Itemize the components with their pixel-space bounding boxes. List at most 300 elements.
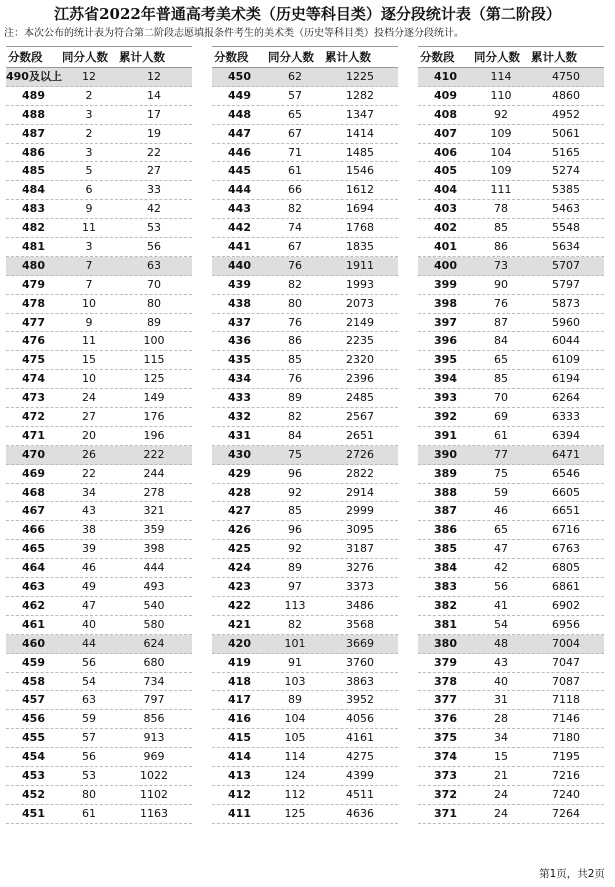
table-row [6,786,192,805]
table-row [6,125,192,144]
count-cell: 84 [494,334,508,348]
count-cell: 42 [494,561,508,575]
cumulative-cell: 6044 [552,334,580,348]
count-cell: 12 [82,70,96,83]
score-cell: 407 [434,126,457,140]
count-cell: 77 [494,447,508,461]
cumulative-cell: 5548 [552,221,580,235]
table-row [6,446,192,465]
cumulative-cell: 7047 [552,655,580,669]
count-cell: 86 [494,240,508,254]
cumulative-cell: 1102 [140,787,168,801]
table-row [212,654,398,673]
count-cell: 24 [494,787,508,801]
score-cell: 490及以上 [6,70,62,83]
score-cell: 435 [228,353,251,367]
count-cell: 11 [82,334,96,348]
count-cell: 104 [490,145,512,159]
score-cell: 434 [228,372,251,386]
count-cell: 47 [494,542,508,556]
count-cell: 76 [288,315,302,329]
count-cell: 67 [288,240,302,254]
count-cell: 28 [494,712,508,726]
row-rule [212,823,398,824]
table-row [418,370,604,389]
cumulative-cell: 734 [143,674,165,688]
count-cell: 61 [82,806,96,820]
score-cell: 426 [228,523,251,537]
cumulative-cell: 7146 [552,712,580,726]
table-row [212,68,398,87]
count-cell: 63 [82,693,96,707]
score-cell: 438 [228,296,251,310]
count-cell: 9 [85,315,93,329]
cumulative-cell: 125 [143,372,165,386]
score-cell: 392 [434,410,457,424]
score-cell: 463 [22,580,45,594]
count-cell: 61 [288,164,302,178]
cumulative-cell: 53 [147,221,161,235]
cumulative-cell: 4860 [552,88,580,102]
table-row [212,351,398,370]
score-cell: 469 [22,466,45,480]
table-row [418,257,604,276]
score-cell: 417 [228,693,251,707]
table-row [418,238,604,257]
score-cell: 428 [228,485,251,499]
score-cell: 440 [228,258,251,272]
count-cell: 10 [82,296,96,310]
cumulative-cell: 2651 [346,428,374,442]
cumulative-cell: 3952 [346,693,374,707]
score-cell: 437 [228,315,251,329]
score-cell: 478 [22,296,45,310]
cumulative-cell: 624 [143,636,165,650]
score-cell: 401 [434,240,457,254]
score-cell: 450 [228,70,251,83]
table-row [418,314,604,333]
score-cell: 373 [434,768,457,782]
cumulative-cell: 4511 [346,787,374,801]
count-cell: 76 [288,258,302,272]
count-cell: 85 [288,353,302,367]
cumulative-cell: 1694 [346,202,374,216]
table-row [6,484,192,503]
table-row [212,106,398,125]
count-cell: 92 [288,485,302,499]
count-cell: 85 [494,221,508,235]
cumulative-cell: 3486 [346,598,374,612]
count-cell: 11 [82,221,96,235]
table-row [212,748,398,767]
table-row [6,332,192,351]
count-cell: 34 [494,731,508,745]
table-row [418,502,604,521]
count-cell: 111 [490,183,512,197]
count-cell: 7 [85,277,93,291]
cumulative-cell: 2999 [346,504,374,518]
count-cell: 26 [82,447,96,461]
score-cell: 412 [228,787,251,801]
score-cell: 489 [22,88,45,102]
cumulative-cell: 540 [143,598,165,612]
cumulative-cell: 1993 [346,277,374,291]
table-row [6,238,192,257]
score-cell: 441 [228,240,251,254]
table-row [6,616,192,635]
score-cell: 390 [434,447,457,461]
count-cell: 40 [82,617,96,631]
cumulative-cell: 580 [143,617,165,631]
row-rule [418,823,604,824]
table-row [212,559,398,578]
table-row [6,389,192,408]
table-row [6,257,192,276]
table-row [212,200,398,219]
score-cell: 385 [434,542,457,556]
cumulative-cell: 1022 [140,768,168,782]
count-cell: 3 [85,145,93,159]
cumulative-cell: 7216 [552,768,580,782]
cumulative-cell: 3760 [346,655,374,669]
score-cell: 442 [228,221,251,235]
score-cell: 394 [434,372,457,386]
score-cell: 398 [434,296,457,310]
cumulative-cell: 7118 [552,693,580,707]
table-body [6,68,192,824]
cumulative-cell: 2149 [346,315,374,329]
table-body [418,68,604,824]
table-row [212,389,398,408]
cumulative-cell: 2396 [346,372,374,386]
cumulative-cell: 149 [143,391,165,405]
count-cell: 15 [82,353,96,367]
table-row [6,181,192,200]
cumulative-cell: 913 [143,731,165,745]
cumulative-cell: 63 [147,258,161,272]
table-row [6,597,192,616]
count-cell: 97 [288,580,302,594]
table-row [418,767,604,786]
count-cell: 78 [494,202,508,216]
cumulative-cell: 4750 [552,70,580,83]
cumulative-cell: 6264 [552,391,580,405]
score-cell: 453 [22,768,45,782]
cumulative-cell: 2914 [346,485,374,499]
count-cell: 75 [288,447,302,461]
cumulative-cell: 5634 [552,240,580,254]
table-row [418,389,604,408]
score-cell: 403 [434,202,457,216]
count-cell: 46 [82,561,96,575]
page-title: 江苏省2022年普通高考美术类（历史等科目类）逐分段统计表（第二阶段） [54,5,561,23]
cumulative-cell: 7195 [552,750,580,764]
cumulative-cell: 6861 [552,580,580,594]
table-row [212,691,398,710]
table-row [212,314,398,333]
count-cell: 7 [85,258,93,272]
count-cell: 125 [284,806,306,820]
score-cell: 461 [22,617,45,631]
table-row [418,351,604,370]
header-cell: 累计人数 [325,50,371,64]
score-cell: 419 [228,655,251,669]
cumulative-cell: 100 [143,334,165,348]
count-cell: 96 [288,523,302,537]
cumulative-cell: 2567 [346,410,374,424]
cumulative-cell: 1546 [346,164,374,178]
cumulative-cell: 12 [147,70,161,83]
table-row [6,144,192,163]
score-cell: 475 [22,353,45,367]
count-cell: 96 [288,466,302,480]
table-row [212,276,398,295]
note-text: 注：本次公布的统计表为符合第二阶段志愿填报条件考生的美术类（历史等科目类）投档分逐分段统计。 [4,28,464,39]
count-cell: 2 [85,126,93,140]
count-cell: 82 [288,617,302,631]
score-cell: 436 [228,334,251,348]
score-cell: 379 [434,655,457,669]
cumulative-cell: 6546 [552,466,580,480]
table-row [212,484,398,503]
table-row [418,219,604,238]
score-cell: 464 [22,561,45,575]
count-cell: 6 [85,183,93,197]
count-cell: 49 [82,580,96,594]
score-cell: 372 [434,787,457,801]
count-cell: 47 [82,598,96,612]
cumulative-cell: 6902 [552,598,580,612]
cumulative-cell: 6109 [552,353,580,367]
score-cell: 457 [22,693,45,707]
table-row [418,559,604,578]
score-cell: 449 [228,88,251,102]
table-row [6,559,192,578]
count-cell: 92 [288,542,302,556]
count-cell: 101 [284,636,306,650]
cumulative-cell: 6716 [552,523,580,537]
table-row [6,729,192,748]
table-row [418,181,604,200]
score-cell: 429 [228,466,251,480]
count-cell: 22 [82,466,96,480]
cumulative-cell: 42 [147,202,161,216]
count-cell: 34 [82,485,96,499]
score-cell: 448 [228,107,251,121]
cumulative-cell: 5960 [552,315,580,329]
score-cell: 455 [22,731,45,745]
score-cell: 410 [434,70,457,83]
table-row [418,427,604,446]
table-row [418,408,604,427]
cumulative-cell: 3095 [346,523,374,537]
count-cell: 56 [82,655,96,669]
cumulative-cell: 6651 [552,504,580,518]
cumulative-cell: 5873 [552,296,580,310]
count-cell: 3 [85,107,93,121]
count-cell: 61 [494,428,508,442]
score-cell: 396 [434,334,457,348]
table-row [418,332,604,351]
score-cell: 418 [228,674,251,688]
table-row [6,767,192,786]
table-row [418,654,604,673]
cumulative-cell: 3863 [346,674,374,688]
table-row [6,540,192,559]
table-row [418,68,604,87]
score-cell: 483 [22,202,45,216]
cumulative-cell: 2822 [346,466,374,480]
count-cell: 73 [494,258,508,272]
score-cell: 424 [228,561,251,575]
score-cell: 439 [228,277,251,291]
score-cell: 476 [22,334,45,348]
cumulative-cell: 856 [143,712,165,726]
count-cell: 124 [284,768,306,782]
table-row [212,710,398,729]
table-row [212,673,398,692]
score-cell: 400 [434,258,457,272]
cumulative-cell: 359 [143,523,165,537]
score-cell: 425 [228,542,251,556]
count-cell: 56 [82,750,96,764]
table-row [212,465,398,484]
count-cell: 89 [288,561,302,575]
count-cell: 92 [494,107,508,121]
count-cell: 91 [288,655,302,669]
score-cell: 423 [228,580,251,594]
cumulative-cell: 80 [147,296,161,310]
cumulative-cell: 19 [147,126,161,140]
score-cell: 459 [22,655,45,669]
table-row [6,673,192,692]
count-cell: 76 [288,372,302,386]
cumulative-cell: 5707 [552,258,580,272]
cumulative-cell: 4399 [346,768,374,782]
table-row [6,691,192,710]
cumulative-cell: 7087 [552,674,580,688]
cumulative-cell: 3568 [346,617,374,631]
table-body [212,68,398,824]
table-row [418,276,604,295]
score-cell: 488 [22,107,45,121]
score-cell: 445 [228,164,251,178]
score-cell: 387 [434,504,457,518]
count-cell: 86 [288,334,302,348]
score-cell: 383 [434,580,457,594]
count-cell: 89 [288,391,302,405]
table-row [212,219,398,238]
cumulative-cell: 3187 [346,542,374,556]
header-cell: 同分人数 [62,50,108,64]
table-row [212,786,398,805]
score-cell: 486 [22,145,45,159]
cumulative-cell: 1282 [346,88,374,102]
cumulative-cell: 1911 [346,258,374,272]
cumulative-cell: 115 [143,353,165,367]
header-cell: 累计人数 [119,50,165,64]
cumulative-cell: 6333 [552,410,580,424]
table-row [6,635,192,654]
table-row [418,540,604,559]
count-cell: 105 [284,731,306,745]
score-cell: 378 [434,674,457,688]
table-row [418,691,604,710]
cumulative-cell: 6763 [552,542,580,556]
score-cell: 479 [22,277,45,291]
score-cell: 431 [228,428,251,442]
table-row [418,578,604,597]
header-cell: 累计人数 [531,50,577,64]
cumulative-cell: 1485 [346,145,374,159]
cumulative-cell: 22 [147,145,161,159]
cumulative-cell: 4952 [552,107,580,121]
count-cell: 20 [82,428,96,442]
table-header [418,46,604,68]
count-cell: 44 [82,636,96,650]
score-cell: 458 [22,674,45,688]
count-cell: 113 [284,598,306,612]
count-cell: 27 [82,410,96,424]
count-cell: 104 [284,712,306,726]
cumulative-cell: 4275 [346,750,374,764]
count-cell: 76 [494,296,508,310]
count-cell: 5 [85,164,93,178]
score-cell: 375 [434,731,457,745]
table-row [418,786,604,805]
cumulative-cell: 196 [143,428,165,442]
score-cell: 485 [22,164,45,178]
cumulative-cell: 14 [147,88,161,102]
table-row [212,767,398,786]
cumulative-cell: 1835 [346,240,374,254]
cumulative-cell: 5385 [552,183,580,197]
table-row [6,106,192,125]
score-cell: 397 [434,315,457,329]
table-row [6,351,192,370]
count-cell: 43 [82,504,96,518]
cumulative-cell: 1612 [346,183,374,197]
cumulative-cell: 33 [147,183,161,197]
score-cell: 468 [22,485,45,499]
cumulative-cell: 5463 [552,202,580,216]
cumulative-cell: 1768 [346,221,374,235]
table-row [212,521,398,540]
count-cell: 66 [288,183,302,197]
score-cell: 376 [434,712,457,726]
score-cell: 414 [228,750,251,764]
score-cell: 402 [434,221,457,235]
cumulative-cell: 3373 [346,580,374,594]
table-row [212,446,398,465]
cumulative-cell: 4636 [346,806,374,820]
table-top-rule [418,46,604,47]
score-cell: 432 [228,410,251,424]
count-cell: 65 [288,107,302,121]
table-row [212,257,398,276]
score-cell: 477 [22,315,45,329]
table-row [418,673,604,692]
count-cell: 82 [288,202,302,216]
cumulative-cell: 4161 [346,731,374,745]
count-cell: 59 [82,712,96,726]
cumulative-cell: 5274 [552,164,580,178]
score-cell: 451 [22,806,45,820]
count-cell: 112 [284,787,306,801]
cumulative-cell: 3276 [346,561,374,575]
count-cell: 54 [82,674,96,688]
cumulative-cell: 6471 [552,447,580,461]
